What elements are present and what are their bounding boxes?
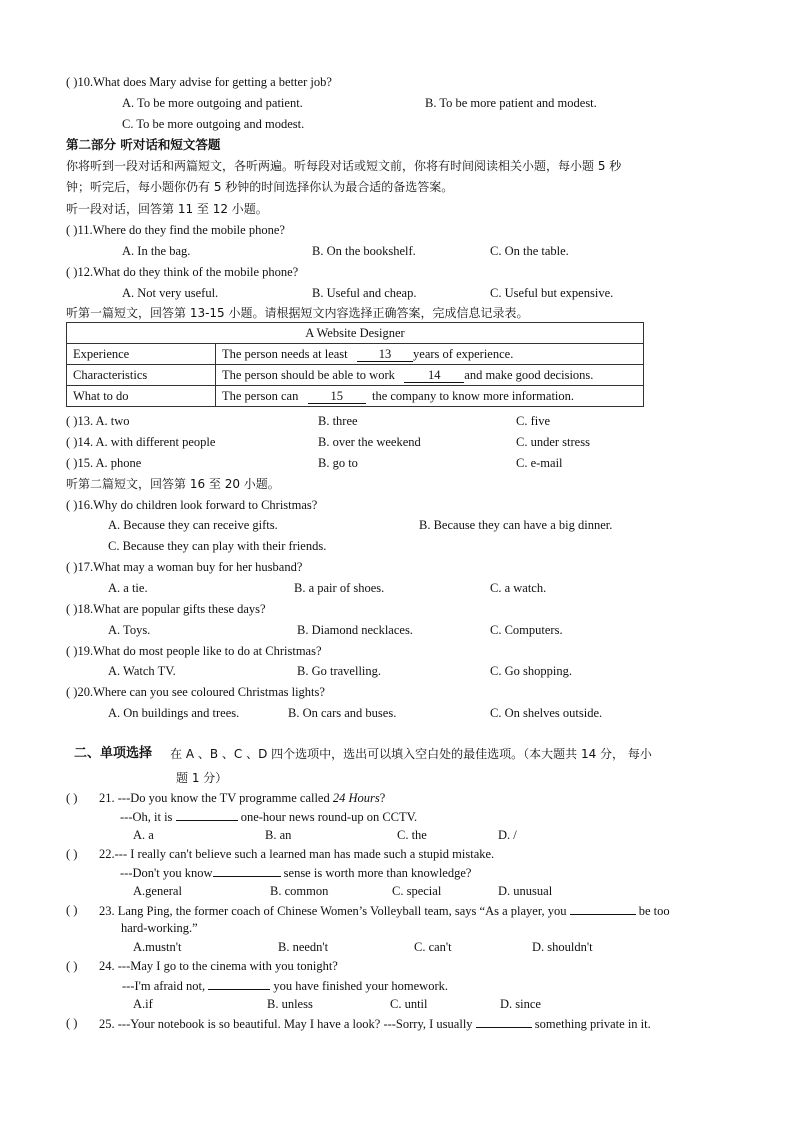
question-23-text: 23. Lang Ping, the former coach of Chinese Women’s Volleyball team, says “As a player, you xyxy=(99,904,567,918)
table-cell-text: the company to know more information. xyxy=(371,388,575,403)
question-23-paren: ( ) xyxy=(66,903,78,917)
table-row-characteristics-label: Characteristics xyxy=(67,365,216,386)
question-24-option-d: D. since xyxy=(500,997,541,1011)
question-13-option-c: C. five xyxy=(516,414,551,428)
question-18-option-a: A. Toys. xyxy=(108,623,151,637)
question-13-option-b: B. three xyxy=(318,414,358,428)
question-22-text: ---Don't you know xyxy=(120,866,213,880)
question-21-line1 xyxy=(99,790,385,806)
question-19-option-c: C. Go shopping. xyxy=(490,664,572,678)
question-20-option-b: B. On cars and buses. xyxy=(288,706,397,720)
answer-blank[interactable] xyxy=(208,977,270,990)
question-19-option-a: A. Watch TV. xyxy=(108,664,176,678)
question-21-text: 21. ---Do you know the TV programme called xyxy=(99,791,333,805)
table-cell-text: years of experience. xyxy=(413,346,514,361)
question-20-option-c: C. On shelves outside. xyxy=(490,706,603,720)
question-18-option-c: C. Computers. xyxy=(490,623,563,637)
question-14-stem: ( )14. A. with different people xyxy=(66,435,216,449)
question-24-text: ---I'm afraid not, xyxy=(122,979,206,993)
answer-blank[interactable] xyxy=(476,1015,532,1028)
table-row-what-to-do-label: What to do xyxy=(67,386,216,407)
question-12-stem: ( )12.What do they think of the mobile phone? xyxy=(66,265,299,279)
question-22-option-d: D. unusual xyxy=(498,884,553,898)
question-22-line2 xyxy=(120,864,471,881)
question-12-option-a: A. Not very useful. xyxy=(122,286,219,300)
question-22-text: sense is worth more than knowledge? xyxy=(283,866,472,880)
question-22-option-c: C. special xyxy=(392,884,442,898)
question-21-text: one-hour news round-up on CCTV. xyxy=(240,810,418,824)
question-18-option-b: B. Diamond necklaces. xyxy=(297,623,413,637)
question-16-option-c: C. Because they can play with their friends. xyxy=(108,539,327,553)
question-10-option-c: C. To be more outgoing and modest. xyxy=(122,117,305,131)
question-19-option-b: B. Go travelling. xyxy=(297,664,382,678)
question-21-option-c: C. the xyxy=(397,828,427,842)
table-row-characteristics-value xyxy=(216,365,644,386)
part2-intro-line1: 你将听到一段对话和两篇短文，各听两遍。听每段对话或短文前，你将有时间阅读相关小题，每小题 5 秒 xyxy=(66,159,622,173)
question-10-stem: ( )10.What does Mary advise for getting a better job? xyxy=(66,75,332,89)
question-24-option-a: A.if xyxy=(133,997,153,1011)
question-21-text: ---Oh, it is xyxy=(120,810,173,824)
blank-15: 15 xyxy=(308,390,366,404)
question-12-option-c: C. Useful but expensive. xyxy=(490,286,614,300)
info-record-table xyxy=(66,322,644,407)
question-24-paren: ( ) xyxy=(66,959,78,973)
question-23-text: be too xyxy=(638,904,670,918)
table-row-what-to-do-value xyxy=(216,386,644,407)
question-24-option-b: B. unless xyxy=(267,997,313,1011)
question-13-stem: ( )13. A. two xyxy=(66,414,130,428)
question-24-option-c: C. until xyxy=(390,997,428,1011)
question-20-option-a: A. On buildings and trees. xyxy=(108,706,240,720)
question-10-option-b: B. To be more patient and modest. xyxy=(425,96,597,110)
answer-blank[interactable] xyxy=(570,902,636,915)
table-title: A Website Designer xyxy=(67,323,644,344)
question-23-option-a: A.mustn't xyxy=(133,940,182,954)
question-10-option-a: A. To be more outgoing and patient. xyxy=(122,96,303,110)
table-cell-text: and make good decisions. xyxy=(464,367,594,382)
question-16-option-a: A. Because they can receive gifts. xyxy=(108,518,278,532)
question-14-option-c: C. under stress xyxy=(516,435,590,449)
passage2-intro: 听第二篇短文，回答第 16 至 20 小题。 xyxy=(66,477,280,491)
question-25-line1 xyxy=(99,1015,651,1032)
section2-desc-line1: 在 A 、B 、C 、D 四个选项中，选出可以填入空白处的最佳选项。（本大题共 14 分， 每小 xyxy=(170,747,652,761)
answer-blank[interactable] xyxy=(213,864,281,877)
question-17-option-b: B. a pair of shoes. xyxy=(294,581,385,595)
part2-title: 第二部分 听对话和短文答题 xyxy=(66,137,221,152)
dialog-intro: 听一段对话，回答第 11 至 12 小题。 xyxy=(66,202,268,216)
table-cell-text: The person can xyxy=(222,388,299,403)
table-cell-text: The person needs at least xyxy=(222,346,348,361)
question-11-option-a: A. In the bag. xyxy=(122,244,191,258)
question-25-text: something private in it. xyxy=(534,1017,651,1031)
table-row-experience-value xyxy=(216,344,644,365)
question-25-paren: ( ) xyxy=(66,1016,78,1030)
question-22-line1: 22.--- I really can't believe such a learned man has made such a stupid mistake. xyxy=(99,847,495,861)
answer-blank[interactable] xyxy=(176,808,238,821)
question-16-option-b: B. Because they can have a big dinner. xyxy=(419,518,613,532)
blank-13: 13 xyxy=(357,348,413,362)
question-11-option-c: C. On the table. xyxy=(490,244,569,258)
programme-title: 24 Hours xyxy=(332,791,380,805)
question-22-paren: ( ) xyxy=(66,847,78,861)
question-15-stem: ( )15. A. phone xyxy=(66,456,142,470)
section2-heading: 二、单项选择 xyxy=(74,746,153,761)
question-24-line1: 24. ---May I go to the cinema with you tonight? xyxy=(99,959,338,973)
question-23-line2: hard-working.” xyxy=(121,921,198,935)
question-21-paren: ( ) xyxy=(66,791,78,805)
question-22-option-b: B. common xyxy=(270,884,329,898)
part2-intro-line2: 钟；听完后，每小题你仍有 5 秒钟的时间选择你认为最合适的备选答案。 xyxy=(66,180,454,194)
question-21-option-a: A. a xyxy=(133,828,154,842)
section2-desc-line2: 题 1 分） xyxy=(176,771,228,785)
question-17-option-c: C. a watch. xyxy=(490,581,547,595)
question-23-option-c: C. can't xyxy=(414,940,452,954)
question-15-option-c: C. e-mail xyxy=(516,456,563,470)
question-24-line2 xyxy=(122,977,448,994)
question-22-option-a: A.general xyxy=(133,884,182,898)
blank-14: 14 xyxy=(404,369,464,383)
table-cell-text: The person should be able to work xyxy=(222,367,395,382)
question-20-stem: ( )20.Where can you see coloured Christmas lights? xyxy=(66,685,325,699)
question-21-text: ? xyxy=(379,791,386,805)
question-24-text: you have finished your homework. xyxy=(273,979,448,993)
table-row-experience-label: Experience xyxy=(67,344,216,365)
question-17-stem: ( )17.What may a woman buy for her husband? xyxy=(66,560,303,574)
question-19-stem: ( )19.What do most people like to do at Christmas? xyxy=(66,644,322,658)
question-23-option-d: D. shouldn't xyxy=(532,940,593,954)
question-21-line2 xyxy=(120,808,417,825)
question-25-text: 25. ---Your notebook is so beautiful. May I have a look? ---Sorry, I usually xyxy=(99,1017,473,1031)
question-15-option-b: B. go to xyxy=(318,456,358,470)
question-21-option-b: B. an xyxy=(265,828,292,842)
question-14-option-b: B. over the weekend xyxy=(318,435,421,449)
question-18-stem: ( )18.What are popular gifts these days? xyxy=(66,602,266,616)
question-17-option-a: A. a tie. xyxy=(108,581,148,595)
question-11-stem: ( )11.Where do they find the mobile phone? xyxy=(66,223,285,237)
passage1-intro: 听第一篇短文，回答第 13-15 小题。请根据短文内容选择正确答案，完成信息记录表。 xyxy=(66,306,529,320)
question-23-option-b: B. needn't xyxy=(278,940,329,954)
question-21-option-d: D. / xyxy=(498,828,517,842)
question-11-option-b: B. On the bookshelf. xyxy=(312,244,416,258)
question-12-option-b: B. Useful and cheap. xyxy=(312,286,417,300)
question-23-line1 xyxy=(99,902,670,919)
question-16-stem: ( )16.Why do children look forward to Christmas? xyxy=(66,498,318,512)
